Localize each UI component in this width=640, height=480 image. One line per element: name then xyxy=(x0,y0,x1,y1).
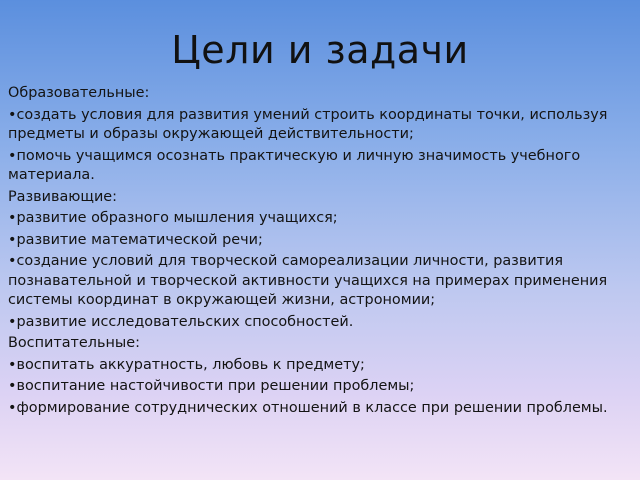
list-item: •развитие исследовательских способностей. xyxy=(8,313,354,330)
slide-content xyxy=(8,84,636,420)
list-item: •создать условия для развития умений строить координаты точки, используя предметы и образы окружающей действительности; xyxy=(8,106,608,142)
list-item: •формирование сотруднических отношений в классе при решении проблемы. xyxy=(8,399,608,416)
slide-title: Цели и задачи xyxy=(171,28,469,72)
list-item: •воспитать аккуратность, любовь к предмету; xyxy=(8,356,365,373)
section-heading-upbringing: Воспитательные: xyxy=(8,335,140,351)
section-heading-educational: Образовательные: xyxy=(8,85,150,101)
section-heading-developmental: Развивающие: xyxy=(8,188,118,205)
list-item: •развитие образного мышления учащихся; xyxy=(8,210,338,226)
list-item: •помочь учащимся осознать практическую и личную значимость учебного материала. xyxy=(8,147,581,183)
list-item: •создание условий для творческой самореализации личности, развития познавательной и творческой активности учащихся на примерах применения системы координат в окружающей жизни, астрономии; xyxy=(8,253,608,308)
list-item: •развитие математической речи; xyxy=(8,231,263,248)
list-item: •воспитание настойчивости при решении проблемы; xyxy=(8,378,415,394)
